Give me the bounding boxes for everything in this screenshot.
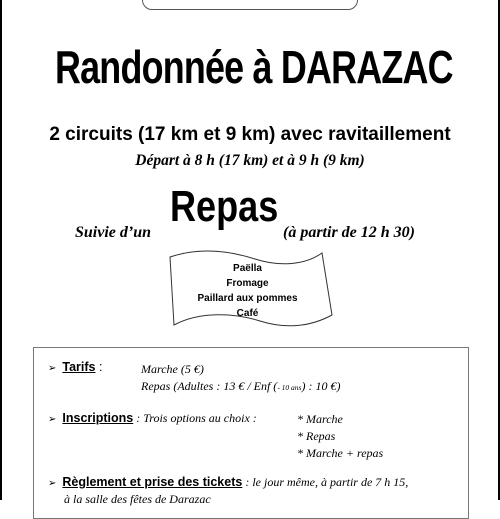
menu-item: Paillard aux pommes xyxy=(197,293,298,304)
reglement-text: : le jour même, à partir de 7 h 15, xyxy=(242,475,409,489)
tarif-repas-age: - 10 ans xyxy=(277,383,302,392)
tarifs-colon: : xyxy=(95,360,103,374)
option-repas: * Repas xyxy=(297,429,336,443)
flyer-title: Randonnée à DARAZAC xyxy=(55,41,453,93)
tarif-repas-prefix: Repas (Adultes : 13 € / Enf ( xyxy=(141,379,278,393)
inscriptions-text: : Trois options au choix : xyxy=(133,411,257,425)
departure-times: Départ à 8 h (17 km) et à 9 h (9 km) xyxy=(135,152,365,169)
option-marche-repas: * Marche + repas xyxy=(297,446,384,460)
option-marche: * Marche xyxy=(297,412,343,426)
tarif-marche: Marche (5 €) xyxy=(141,362,204,376)
meal-heading xyxy=(0,182,500,246)
inscriptions-row xyxy=(48,411,257,426)
header-tab-frame xyxy=(142,0,358,10)
reglement-row xyxy=(48,475,408,490)
tarif-repas xyxy=(141,379,340,394)
tarifs-row xyxy=(48,360,102,374)
flyer-subtitle: 2 circuits (17 km et 9 km) avec ravitaillement xyxy=(49,124,451,145)
arrow-icon: ➢ xyxy=(48,363,57,374)
reglement-line2: à la salle des fêtes de Darazac xyxy=(64,492,211,506)
tarif-repas-suffix: ) : 10 €) xyxy=(301,379,341,393)
meal-time: (à partir de 12 h 30) xyxy=(283,224,415,241)
menu-item: Paëlla xyxy=(233,263,262,274)
info-box xyxy=(33,347,469,519)
menu-item: Café xyxy=(236,308,259,319)
inscriptions-label: Inscriptions xyxy=(62,411,134,425)
menu-banner xyxy=(160,245,335,335)
arrow-icon: ➢ xyxy=(48,414,57,425)
tarifs-label: Tarifs xyxy=(62,360,96,374)
menu-list xyxy=(160,261,335,321)
reglement-label: Règlement et prise des tickets xyxy=(62,475,243,489)
arrow-icon: ➢ xyxy=(48,478,57,489)
meal-intro: Suivie d’un xyxy=(75,224,152,241)
page-border-left xyxy=(0,0,2,500)
menu-item: Fromage xyxy=(226,278,269,289)
meal-title: Repas xyxy=(170,182,279,231)
